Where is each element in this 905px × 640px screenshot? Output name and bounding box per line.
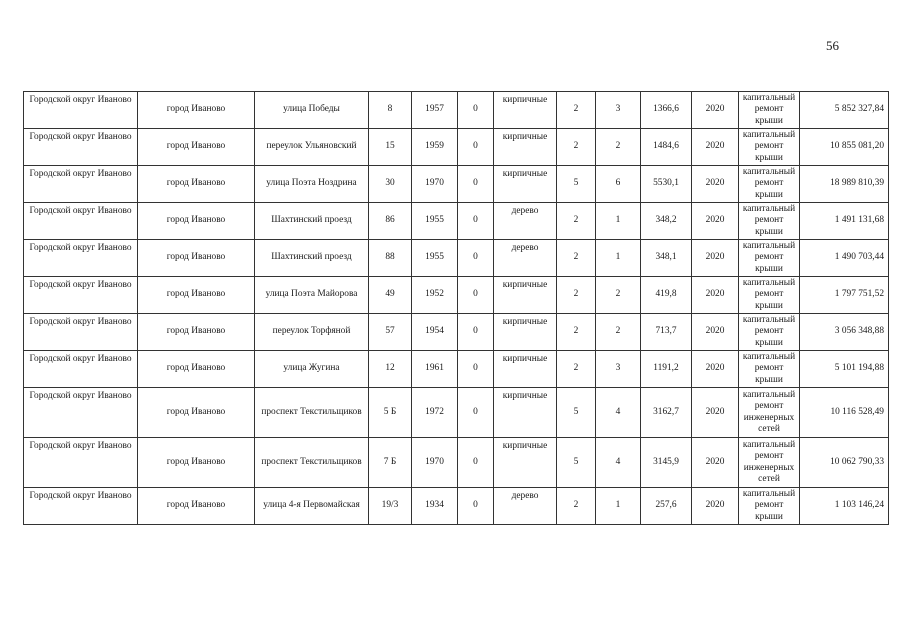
build-year-cell: 1955 [412,240,458,277]
cost-cell: 10 116 528,49 [800,388,889,438]
build-year-cell: 1970 [412,166,458,203]
municipality-cell: Городской округ Иваново [24,351,138,388]
street-cell: Шахтинский проезд [255,203,369,240]
municipality-cell: Городской округ Иваново [24,166,138,203]
build-year-cell: 1959 [412,129,458,166]
cost-cell: 1 103 146,24 [800,488,889,525]
street-cell: переулок Ульяновский [255,129,369,166]
work-type-cell: капитальный ремонт крыши [739,92,800,129]
street-cell: улица Победы [255,92,369,129]
floors-cell: 2 [557,351,596,388]
floors-cell: 2 [557,203,596,240]
build-year-cell: 1952 [412,277,458,314]
wall-material-cell: кирпичные [494,388,557,438]
area-cell: 1484,6 [641,129,692,166]
work-type-cell: капитальный ремонт крыши [739,277,800,314]
zero-cell: 0 [458,488,494,525]
build-year-cell: 1970 [412,438,458,488]
wall-material-cell: дерево [494,203,557,240]
area-cell: 3162,7 [641,388,692,438]
floors-cell: 5 [557,388,596,438]
work-type-cell: капитальный ремонт крыши [739,203,800,240]
table-row [24,92,889,129]
cost-cell: 5 101 194,88 [800,351,889,388]
entrances-cell: 6 [596,166,641,203]
area-cell: 348,1 [641,240,692,277]
plan-year-cell: 2020 [692,203,739,240]
work-type-cell: капитальный ремонт крыши [739,240,800,277]
house-number-cell: 8 [369,92,412,129]
wall-material-cell: кирпичные [494,351,557,388]
entrances-cell: 1 [596,488,641,525]
plan-year-cell: 2020 [692,351,739,388]
cost-cell: 18 989 810,39 [800,166,889,203]
cost-cell: 1 491 131,68 [800,203,889,240]
settlement-cell: город Иваново [138,351,255,388]
settlement-cell: город Иваново [138,314,255,351]
wall-material-cell: кирпичные [494,314,557,351]
municipality-cell: Городской округ Иваново [24,129,138,166]
municipality-cell: Городской округ Иваново [24,488,138,525]
entrances-cell: 1 [596,240,641,277]
house-number-cell: 12 [369,351,412,388]
municipality-cell: Городской округ Иваново [24,388,138,438]
table-row [24,351,889,388]
zero-cell: 0 [458,203,494,240]
cost-cell: 3 056 348,88 [800,314,889,351]
street-cell: улица Поэта Майорова [255,277,369,314]
house-number-cell: 5 Б [369,388,412,438]
house-number-cell: 49 [369,277,412,314]
floors-cell: 2 [557,129,596,166]
zero-cell: 0 [458,277,494,314]
plan-year-cell: 2020 [692,314,739,351]
plan-year-cell: 2020 [692,488,739,525]
street-cell: улица Жугина [255,351,369,388]
municipality-cell: Городской округ Иваново [24,277,138,314]
plan-year-cell: 2020 [692,129,739,166]
wall-material-cell: кирпичные [494,166,557,203]
table-row [24,314,889,351]
wall-material-cell: дерево [494,488,557,525]
floors-cell: 2 [557,277,596,314]
work-type-cell: капитальный ремонт крыши [739,488,800,525]
municipality-cell: Городской округ Иваново [24,438,138,488]
zero-cell: 0 [458,351,494,388]
floors-cell: 5 [557,438,596,488]
wall-material-cell: дерево [494,240,557,277]
work-type-cell: капитальный ремонт крыши [739,314,800,351]
plan-year-cell: 2020 [692,240,739,277]
municipality-cell: Городской округ Иваново [24,203,138,240]
housing-repair-table [23,91,889,525]
cost-cell: 10 062 790,33 [800,438,889,488]
wall-material-cell: кирпичные [494,438,557,488]
entrances-cell: 4 [596,388,641,438]
table-row [24,438,889,488]
entrances-cell: 1 [596,203,641,240]
table-row [24,277,889,314]
cost-cell: 10 855 081,20 [800,129,889,166]
house-number-cell: 30 [369,166,412,203]
municipality-cell: Городской округ Иваново [24,314,138,351]
zero-cell: 0 [458,388,494,438]
work-type-cell: капитальный ремонт крыши [739,351,800,388]
area-cell: 419,8 [641,277,692,314]
house-number-cell: 88 [369,240,412,277]
plan-year-cell: 2020 [692,277,739,314]
table-row [24,488,889,525]
floors-cell: 2 [557,240,596,277]
entrances-cell: 3 [596,351,641,388]
page-number: 56 [826,38,839,53]
area-cell: 257,6 [641,488,692,525]
floors-cell: 5 [557,166,596,203]
settlement-cell: город Иваново [138,240,255,277]
area-cell: 713,7 [641,314,692,351]
zero-cell: 0 [458,166,494,203]
work-type-cell: капитальный ремонт крыши [739,129,800,166]
settlement-cell: город Иваново [138,129,255,166]
municipality-cell: Городской округ Иваново [24,240,138,277]
plan-year-cell: 2020 [692,388,739,438]
cost-cell: 1 797 751,52 [800,277,889,314]
table-row [24,203,889,240]
entrances-cell: 2 [596,129,641,166]
street-cell: улица Поэта Ноздрина [255,166,369,203]
area-cell: 3145,9 [641,438,692,488]
work-type-cell: капитальный ремонт инженерных сетей [739,438,800,488]
plan-year-cell: 2020 [692,438,739,488]
area-cell: 5530,1 [641,166,692,203]
settlement-cell: город Иваново [138,92,255,129]
build-year-cell: 1955 [412,203,458,240]
zero-cell: 0 [458,129,494,166]
settlement-cell: город Иваново [138,488,255,525]
house-number-cell: 7 Б [369,438,412,488]
zero-cell: 0 [458,92,494,129]
street-cell: проспект Текстильщиков [255,388,369,438]
table-body [24,92,889,525]
street-cell: улица 4-я Первомайская [255,488,369,525]
settlement-cell: город Иваново [138,277,255,314]
floors-cell: 2 [557,314,596,351]
build-year-cell: 1957 [412,92,458,129]
cost-cell: 5 852 327,84 [800,92,889,129]
cost-cell: 1 490 703,44 [800,240,889,277]
entrances-cell: 2 [596,277,641,314]
zero-cell: 0 [458,314,494,351]
plan-year-cell: 2020 [692,92,739,129]
entrances-cell: 4 [596,438,641,488]
municipality-cell: Городской округ Иваново [24,92,138,129]
build-year-cell: 1961 [412,351,458,388]
street-cell: Шахтинский проезд [255,240,369,277]
floors-cell: 2 [557,92,596,129]
area-cell: 1191,2 [641,351,692,388]
entrances-cell: 3 [596,92,641,129]
house-number-cell: 86 [369,203,412,240]
wall-material-cell: кирпичные [494,129,557,166]
settlement-cell: город Иваново [138,166,255,203]
house-number-cell: 19/3 [369,488,412,525]
area-cell: 348,2 [641,203,692,240]
table-row [24,166,889,203]
build-year-cell: 1934 [412,488,458,525]
street-cell: переулок Торфяной [255,314,369,351]
table-row [24,129,889,166]
house-number-cell: 57 [369,314,412,351]
wall-material-cell: кирпичные [494,92,557,129]
work-type-cell: капитальный ремонт инженерных сетей [739,388,800,438]
table-row [24,388,889,438]
settlement-cell: город Иваново [138,203,255,240]
settlement-cell: город Иваново [138,438,255,488]
floors-cell: 2 [557,488,596,525]
zero-cell: 0 [458,438,494,488]
work-type-cell: капитальный ремонт крыши [739,166,800,203]
area-cell: 1366,6 [641,92,692,129]
table-row [24,240,889,277]
zero-cell: 0 [458,240,494,277]
settlement-cell: город Иваново [138,388,255,438]
street-cell: проспект Текстильщиков [255,438,369,488]
build-year-cell: 1972 [412,388,458,438]
plan-year-cell: 2020 [692,166,739,203]
house-number-cell: 15 [369,129,412,166]
build-year-cell: 1954 [412,314,458,351]
wall-material-cell: кирпичные [494,277,557,314]
entrances-cell: 2 [596,314,641,351]
